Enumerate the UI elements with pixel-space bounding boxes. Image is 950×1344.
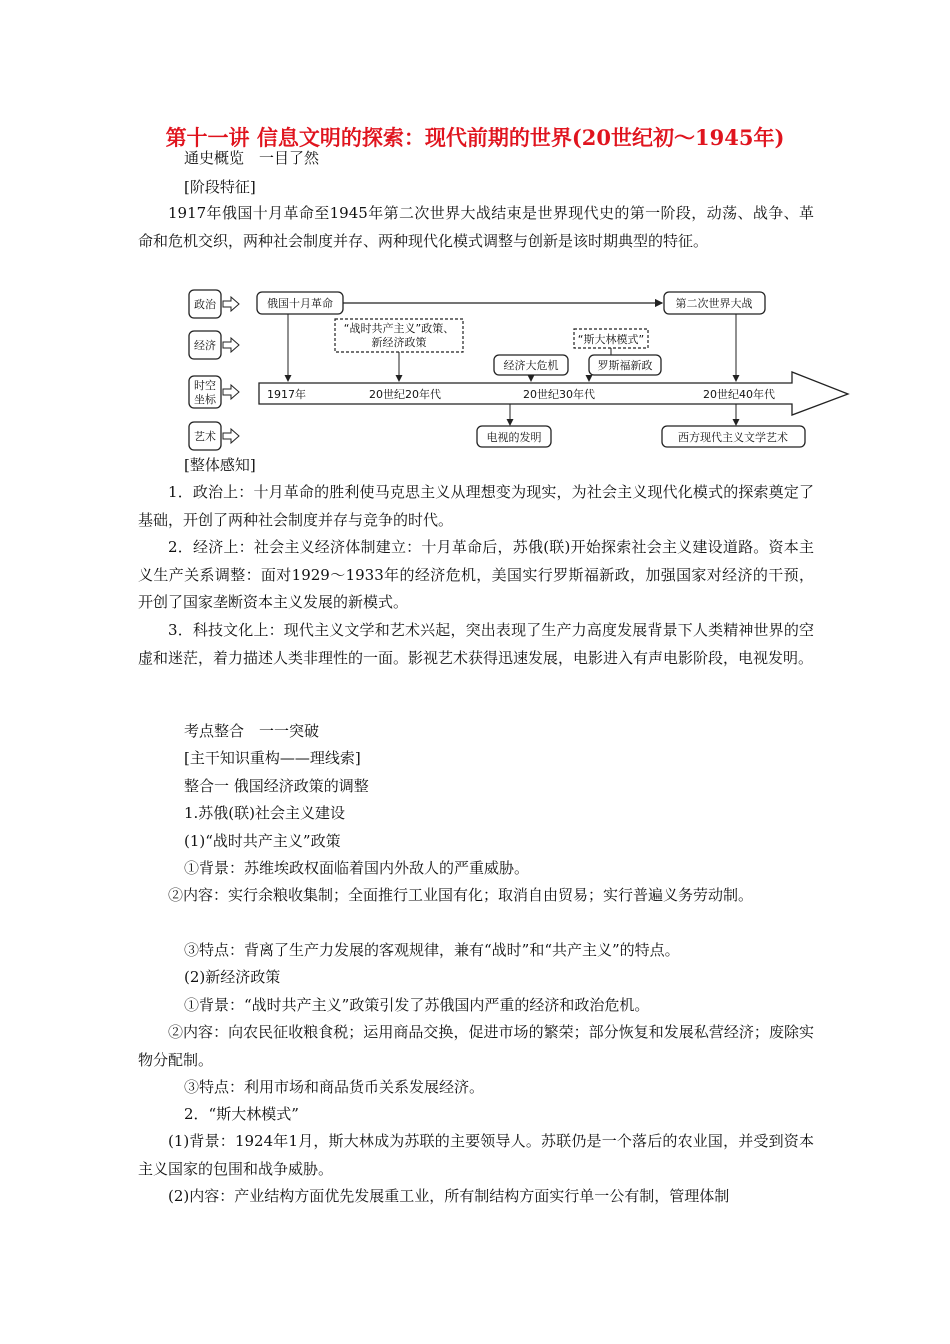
category-art [189, 422, 239, 450]
category-spacetime [189, 376, 239, 408]
overall-point-3: 3．科技文化上：现代主义文学和艺术兴起，突出表现了生产力高度发展背景下人类精神世界的空虚和迷茫，着力描述人类非理性的一面。影视艺术获得迅速发展，电影进入有声电影阶段，电视发明。 [138, 621, 814, 667]
category-economy [189, 331, 239, 359]
stage-paragraph: 1917年俄国十月革命至1945年第二次世界大战结束是世界现代史的第一阶段，动荡、战争、革命和危机交织，两种社会制度并存、两种现代化模式调整与创新是该时期典型的特征。 [138, 204, 814, 250]
event-new-economic-policy: 新经济政策 [371, 336, 427, 349]
knowledge-heading: [主干知识重构——理线索] [184, 749, 361, 767]
page-title: 第十一讲 信息文明的探索：现代前期的世界(20世纪初～1945年) [165, 125, 785, 150]
category-label-politics: 政治 [194, 298, 216, 311]
svg-text:坐标: 坐标 [194, 393, 216, 406]
event-ww2: 第二次世界大战 [675, 297, 753, 310]
overall-point-2: 2．经济上：社会主义经济体制建立：十月革命后，苏俄(联)开始探索社会主义建设道路。资本主义生产关系调整：面对1929～1933年的经济危机，美国实行罗斯福新政，加强国家对经济的干预，开创了国家垄断资本主义发展的新模式。 [138, 538, 814, 611]
event-modernism: 西方现代主义文学艺术 [678, 431, 788, 444]
sub1-1-item-1: ①背景：苏维埃政权面临着国内外敌人的严重威胁。 [184, 859, 530, 877]
event-october-revolution: 俄国十月革命 [267, 297, 333, 310]
event-great-depression: 经济大危机 [503, 359, 559, 372]
sub1-1-item-3: ③特点：背离了生产力发展的客观规律，兼有“战时”和“共产主义”的特点。 [184, 941, 680, 959]
sub2-item-2: (2)内容：产业结构方面优先发展重工业，所有制结构方面实行单一公有制，管理体制 [168, 1187, 730, 1205]
overall-point-1: 1．政治上：十月革命的胜利使马克思主义从理想变为现实，为社会主义现代化模式的探索奠定了基础，开创了两种社会制度并存与竞争的时代。 [138, 483, 814, 529]
category-label-art: 艺术 [194, 430, 216, 443]
timeline-diagram [185, 283, 855, 453]
category-label-economy: 经济 [194, 339, 216, 352]
sub1-1-heading: (1)“战时共产主义”政策 [184, 832, 341, 850]
event-tv-invention: 电视的发明 [486, 431, 542, 444]
overall-heading: [整体感知] [184, 456, 256, 474]
section1-heading: 整合一 俄国经济政策的调整 [184, 777, 369, 795]
sub1-2-item-2: ②内容：向农民征收粮食税；运用商品交换，促进市场的繁荣；部分恢复和发展私营经济；废除实物分配制。 [138, 1023, 814, 1069]
stage-heading: [阶段特征] [184, 178, 256, 196]
svg-text:时空: 时空 [194, 379, 216, 392]
event-war-communism: “战时共产主义”政策、 [343, 322, 455, 335]
sub1-2-item-1: ①背景：“战时共产主义”政策引发了苏俄国内严重的经济和政治危机。 [184, 996, 650, 1014]
sub1-heading: 1.苏俄(联)社会主义建设 [184, 804, 346, 822]
sub1-2-item-3: ③特点：利用市场和商品货币关系发展经济。 [184, 1078, 485, 1096]
year-label-1930s: 20世纪30年代 [523, 388, 595, 401]
sub2-heading: 2．“斯大林模式” [184, 1105, 299, 1123]
sub2-item-1: (1)背景：1924年1月，斯大林成为苏联的主要领导人。苏联仍是一个落后的农业国，并受到资本主义国家的包围和战争威胁。 [138, 1132, 814, 1178]
overview-heading: 通史概览 一目了然 [184, 149, 320, 167]
event-stalin-model: “斯大林模式” [577, 333, 645, 346]
event-new-deal: 罗斯福新政 [597, 359, 653, 372]
sub1-1-item-2: ②内容：实行余粮收集制；全面推行工业国有化；取消自由贸易；实行普遍义务劳动制。 [168, 886, 754, 904]
year-label-1940s: 20世纪40年代 [703, 388, 775, 401]
year-label-1917: 1917年 [267, 388, 306, 401]
category-politics [189, 290, 239, 318]
exam-heading: 考点整合 一一突破 [184, 722, 320, 740]
year-label-1920s: 20世纪20年代 [369, 388, 441, 401]
sub1-2-heading: (2)新经济政策 [184, 968, 281, 986]
